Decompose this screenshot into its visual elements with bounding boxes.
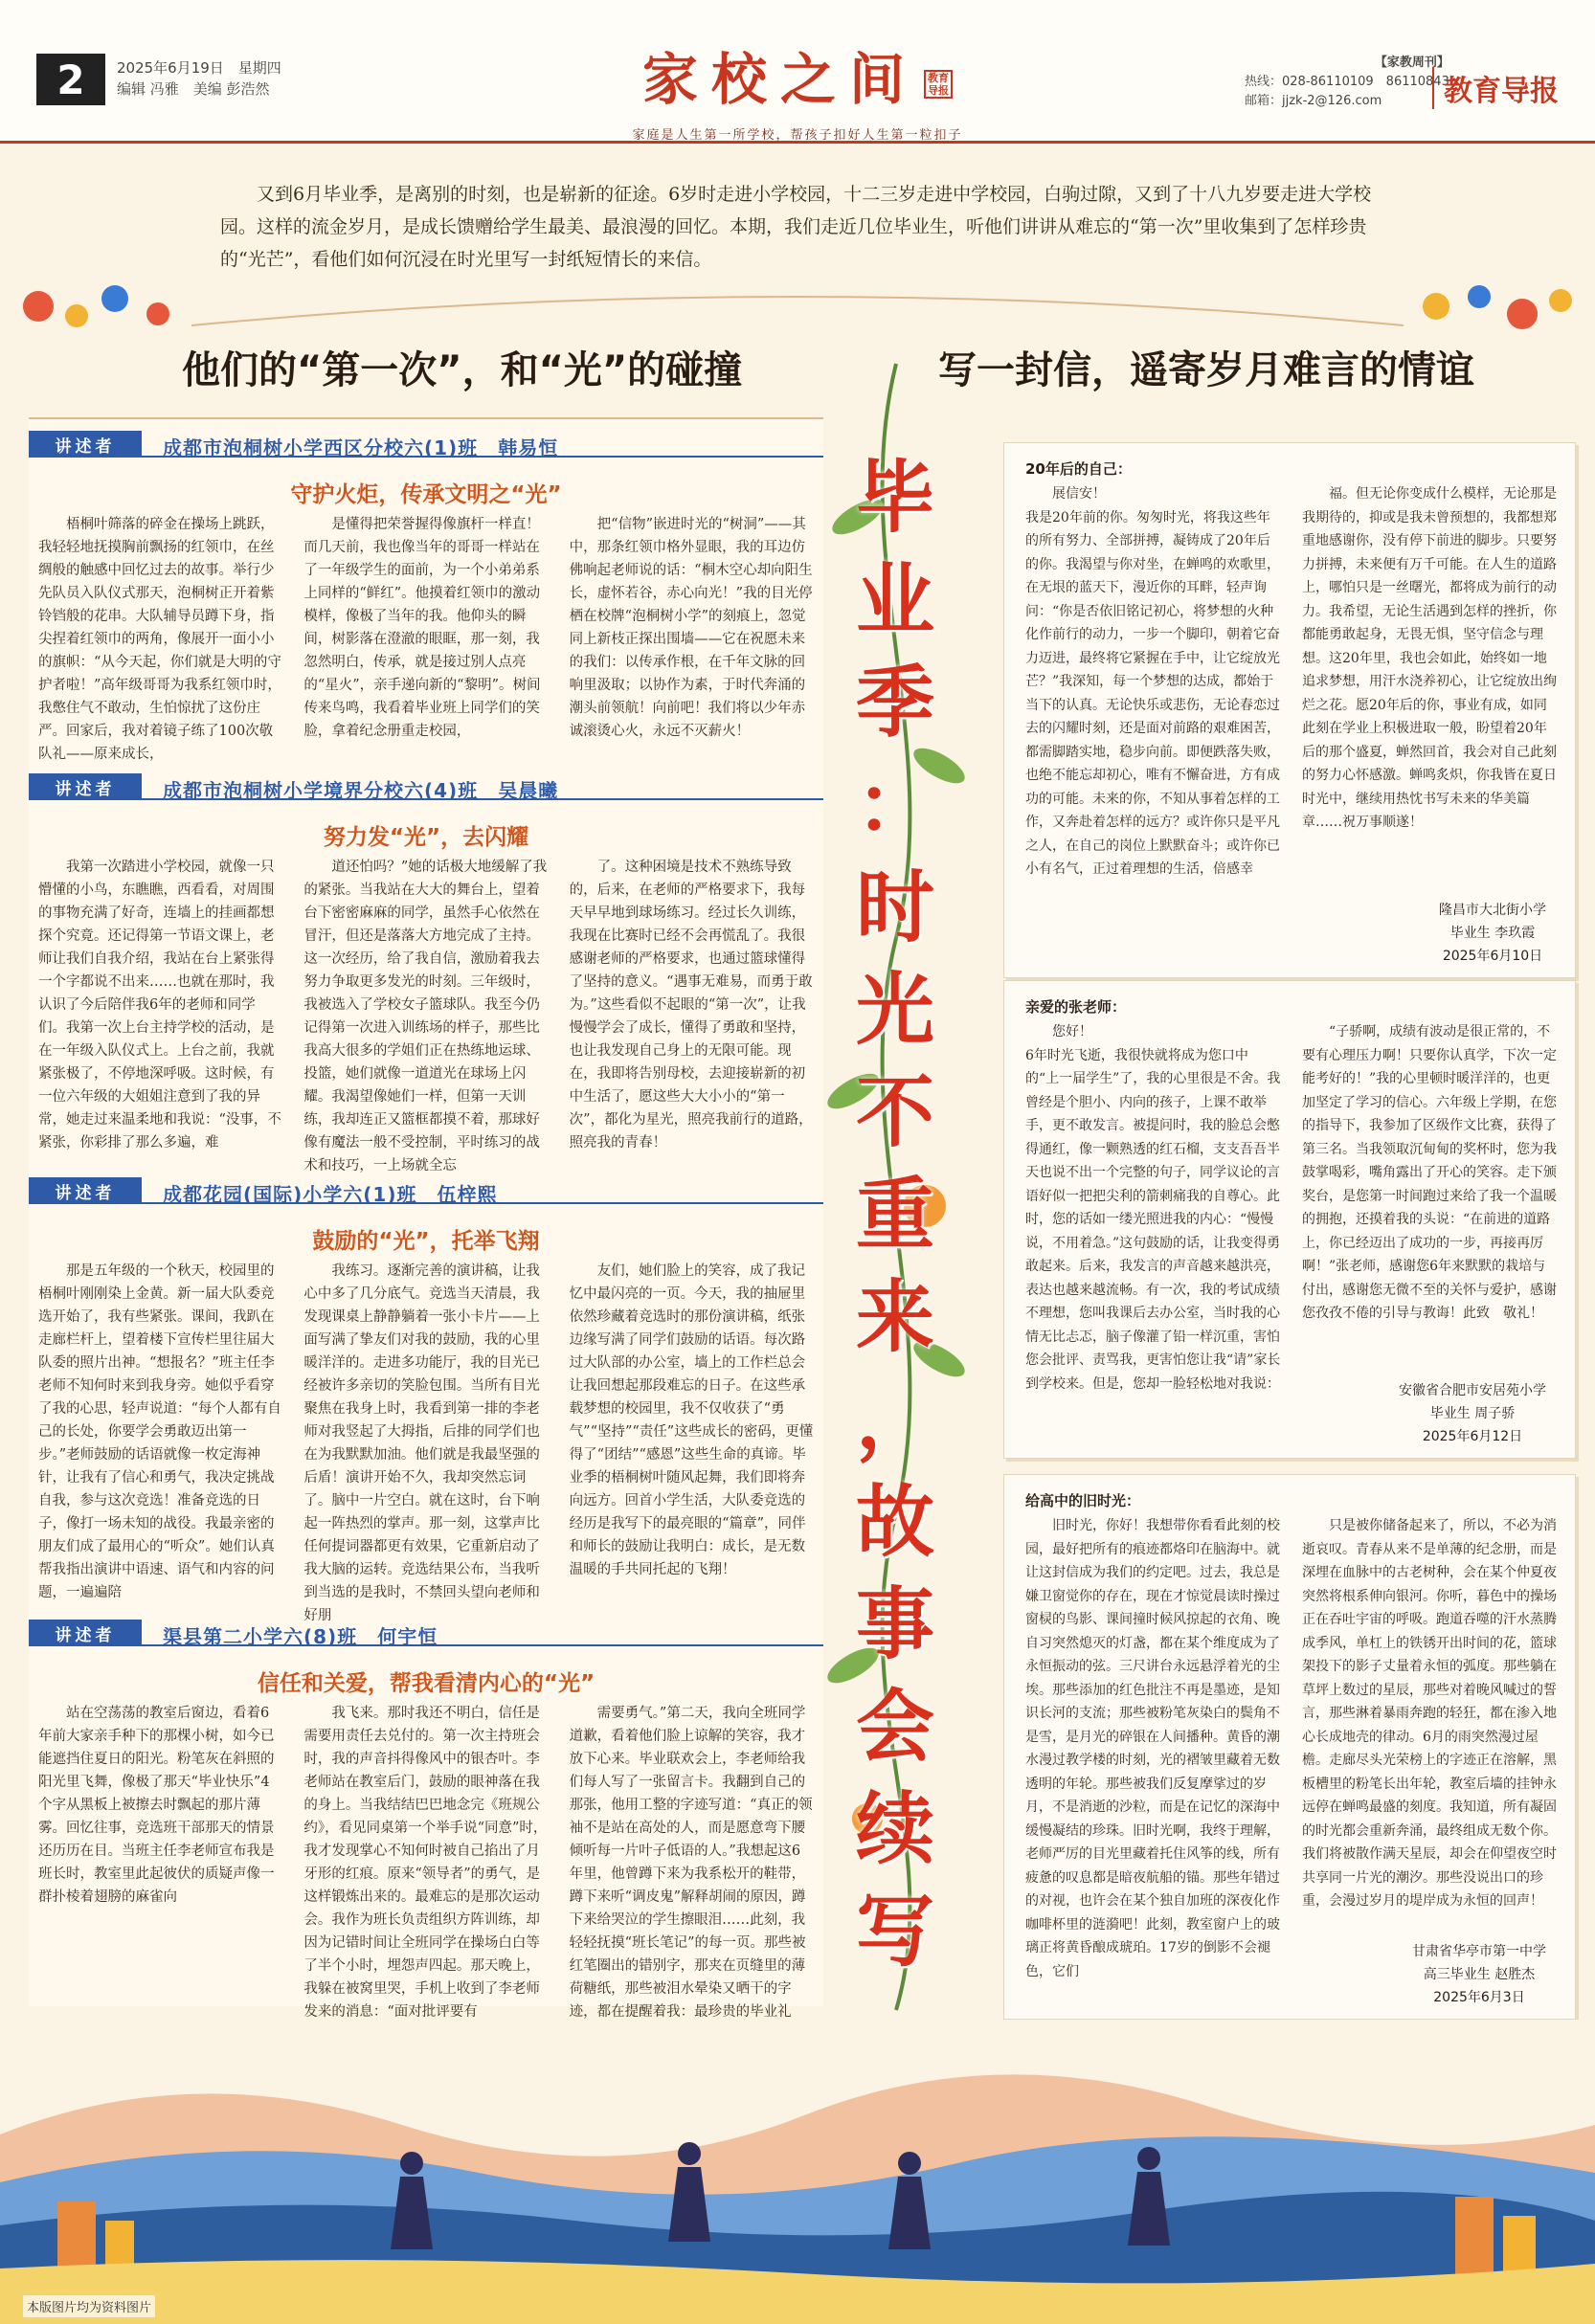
story-byline: 渠县第二小学六(8)班 何宇恒	[163, 1625, 438, 1648]
letter-text: 我是20年前的你。匆匆时光，将我这些年的所有努力、全部拼搏，凝铸成了20年后的你。我渴望与你对坐，在蝉鸣的欢歌里，在无垠的蓝天下，漫近你的耳畔，轻声询问：“你是否依旧铭记初心，将梦想的火种化作前行的动力，一步一个脚印，朝着它奋力迈进，最终将它紧握在手中，让它绽放光芒？”我深知，每一个梦想的达成，都始于当下的认真。无论快乐或悲伤，无论春恋过去的闪耀时刻，还是面对前路的艰难困苦，都需脚踏实地，稳步向前。即便跌落失败，也绝不能忘却初心，唯有不懈奋进，方有成功的可能。未来的你，不知从事着怎样的工作，又奔赴着怎样的远方？或许你只是平凡之人，在自己的岗位上默默奋斗；或许你已小有名气，正过着理想的生活，倍感幸	[1025, 509, 1280, 877]
story-body	[38, 1260, 814, 1623]
headline-char: ：	[855, 760, 934, 851]
headline-char: 续	[855, 1784, 934, 1875]
letter-recipient: 给高中的旧时光：	[1025, 1492, 1141, 1509]
intro-paragraph: 又到6月毕业季，是离别的时刻，也是崭新的征途。6岁时走进小学校园，十二三岁走进中学校园，白驹过隙，又到了十八九岁要走进大学校园。这样的流金岁月，是成长馈赠给学生最美、最浪漫的回忆。本期，我们走近几位毕业生，听他们讲讲从难忘的“第一次”里收集到了怎样珍贵的“光芒”，看他们如何沉浸在时光里写一封纸短情长的来信。	[220, 184, 1372, 270]
headline-char: 故	[855, 1477, 934, 1568]
signature-date: 2025年6月12日	[1422, 1429, 1523, 1444]
story-byline: 成都市泡桐树小学境界分校六(4)班 吴晨曦	[163, 779, 559, 802]
story-column: 需要勇气。”第二天，我向全班同学道歉，看着他们脸上谅解的笑容，我才放下心来。毕业联欢会上，李老师给我们每人写了一张留言卡。我翻到自己的那张，他用工整的字迹写道：“真正的领袖不是站在高处的人，而是愿意弯下腰倾听每一片叶子低语的人。”我想起这6年里，他曾蹲下来为我系松开的鞋带，蹲下来听“调皮鬼”解释胡闹的原因，蹲下来给哭泣的学生擦眼泪……此刻，我轻轻抚摸“班长笔记”的每一页。那些被红笔圈出的错别字，那夹在页缝里的薄荷糖纸，那些被泪水晕染又晒干的字迹，都在提醒着我：最珍贵的毕业礼	[569, 1706, 813, 2020]
seal-icon: 教育 导报	[924, 70, 953, 99]
letter-recipient: 亲爱的张老师：	[1025, 998, 1127, 1016]
story-byline: 成都花园(国际)小学六(1)班 伍梓熙	[163, 1183, 498, 1206]
vertical-headline	[842, 453, 948, 1978]
story-column: 把“信物”嵌进时光的“树洞”——其中，那条红领巾格外显眼，我的耳边仿佛响起老师说的话：“桐木空心却向阳生长，虚怀若谷，赤心向光！”我的目光停栖在校牌“泡桐树小学”的刻痕上，忽觉同上新枝正探出围墙——它在祝愿未来的我们：以传承作根，在千年文脉的回响里汲取；以协作为素，于时代奔涌的潮头前领航！向前吧！我们将以少年赤诚滚烫心火，永远不灭薪火！	[569, 517, 813, 739]
story-1	[29, 431, 823, 762]
story-column: 我飞来。那时我还不明白，信任是需要用责任去兑付的。第一次主持班会时，我的声音抖得像风中的银杏叶。李老师站在教室后门，鼓励的眼神落在我的身上。当我结结巴巴地念完《班规公约》，看见同桌第一个举手说“同意”时，我才发现掌心不知何时被自己掐出了月牙形的红痕。原来“领导者”的勇气，是这样锻炼出来的。最难忘的是那次运动会。我作为班长负责组织方阵训练，却因为记错时间让全班同学在操场白白等了半个小时，埋怨声四起。那天晚上，我躲在被窝里哭，手机上收到了李老师发来的消息：“面对批评要有	[303, 1706, 548, 2020]
letter-text: 6年时光飞逝，我很快就将成为您口中的“上一届学生”了，我的心里很是不舍。我曾经是个胆小、内向的孩子，上课不敢举手，更不敢发言。被提问时，我的脸总会憋得通红，像一颗熟透的红石榴，支支吾吾半天也说不出一个完整的句子，同学议论的言语好似一把把尖利的箭刺痛我的自尊心。此时，您的话如一缕光照进我的内心：“慢慢说，不用着急。”这句鼓励的话，让我变得勇敢起来。后来，我发言的声音越来越洪亮，表达也越来越流畅。有一次，我的考试成绩不理想，您叫我课后去办公室，当时我的心情无比忐忑，脑子像灌了铅一样沉重，害怕您会批评、责骂我，更害怕您让我“请”家长到学校来。但是，您却一脸轻松地对我说：	[1025, 1047, 1281, 1392]
flower-decoration	[0, 278, 1595, 335]
narrator-tag: 讲述者	[29, 1620, 142, 1646]
story-byline: 成都市泡桐树小学西区分校六(1)班 韩易恒	[163, 436, 559, 459]
story-column: 道还怕吗？”她的话极大地缓解了我的紧张。当我站在大大的舞台上，望着台下密密麻麻的同学，虽然手心依然在冒汗，但还是落落大方地完成了主持。这一次经历，给了我自信，激励着我去努力争取更多发光的时刻。三年级时，我被选入了学校女子篮球队。我至今仍记得第一次进入训练场的样子，那些比我高大很多的学姐们正在热练地运球、投篮，她们就像一道道光在球场上闪耀。我渴望像她们一样，但第一天训练，我却连正又篮框都摸不着，那球好像有魔法一般不受控制，平时练习的战术和技巧，一上场就全忘	[303, 860, 548, 1173]
signature-date: 2025年6月3日	[1433, 1990, 1525, 2005]
editors: 编辑 冯雅 美编 彭浩然	[117, 80, 270, 98]
letter-2	[1003, 980, 1576, 1459]
contact-info	[1245, 54, 1449, 111]
story-body	[38, 1702, 814, 2020]
story-column: 我第一次踏进小学校园，就像一只懵懂的小鸟，东瞧瞧，西看看，对周围的事物充满了好奇，连墙上的挂画都想探个究竟。还记得第一节语文课上，老师让我们自我介绍，我站在台上紧张得一个字都说不出来……也就在那时，我认识了今后陪伴我6年的老师和同学们。我第一次上台主持学校的活动，是在一年级入队仪式上。上台之前，我就紧张极了，不停地深呼吸。这时候，有一位六年级的大姐姐注意到了我的异常，她走过来温柔地和我说：“没事，不紧张，你彩排了那么多遍，难	[38, 860, 281, 1151]
story-4	[29, 1620, 823, 2020]
letter-recipient: 20年后的自己：	[1025, 460, 1132, 478]
headline-char: 来	[855, 1272, 934, 1363]
weekly-label: 【家教周刊】	[1374, 56, 1449, 70]
section-title-left: 他们的“第一次”，和“光”的碰撞	[38, 337, 766, 396]
story-title: 守护火炬，传承文明之“光”	[290, 482, 562, 507]
signature-name: 高三毕业生 赵胜杰	[1423, 1967, 1536, 1982]
letter-3	[1003, 1474, 1576, 2020]
headline-char: 光	[855, 965, 934, 1056]
signature-school: 安徽省合肥市安居苑小学	[1399, 1383, 1546, 1398]
headline-char: 不	[855, 1067, 934, 1158]
issue-date: 2025年6月19日 星期四	[117, 59, 281, 77]
graduation-illustration	[0, 2020, 1595, 2324]
hotline: 热线：028-86110109 86110843	[1245, 75, 1449, 89]
headline-char: 事	[855, 1579, 934, 1670]
image-credit: 本版图片均为资料图片	[23, 2295, 155, 2317]
signature-school: 隆昌市大北街小学	[1439, 903, 1546, 918]
brand-logo: 教育导报	[1432, 67, 1559, 109]
letter-greeting: 您好！	[1052, 1024, 1092, 1039]
narrator-tag: 讲述者	[29, 431, 142, 458]
letter-column	[1025, 482, 1281, 884]
letter-column: 只是被你储备起来了，所以，不必为消逝哀叹。青春从来不是单薄的纪念册，而是深埋在血脉中的古老树种，会在某个仲夏夜突然将根系伸向银河。你听，暮色中的操场正在吞吐宇宙的呼吸。跑道吞噬的汗水蒸腾成季风，单杠上的铁锈开出时间的花，篮球架投下的影子丈量着永恒的弧度。那些躺在草坪上数过的星辰，那些对着晚风喊过的誓言，那些淋着暴雨奔跑的轻狂，都在渗入地心长成地壳的律动。6月的雨突然漫过屋檐。走廊尽头光荣榜上的字迹正在溶解，黑板槽里的粉笔长出年轮，教室后墙的挂钟永远停在蝉鸣最盛的刻度。我知道，所有凝固的时光都会重新奔涌，最终组成无数个你。我们将被散作满天星辰，却会在仰望夜空时共享同一片光的潮汐。那些没说出口的珍重，会漫过岁月的堤岸成为永恒的回声！	[1302, 1518, 1557, 1909]
story-3	[29, 1177, 823, 1623]
story-column: 是懂得把荣誉握得像旗杆一样直！而几天前，我也像当年的哥哥一样站在了一年级学生的面前，为一个小弟弟系上同样的“鲜红”。他摸着红领巾的激动模样，像极了当年的我。他仰头的瞬间，树影落在澄澈的眼眶，那一刻，我忽然明白，传承，就是接过别人点亮的“星火”，亲手递向新的“黎明”。树间传来鸟鸣，我看着毕业班上同学们的笑脸，拿着纪念册重走校园，	[303, 517, 541, 739]
letter-signature	[1439, 899, 1546, 968]
signature-name: 毕业生 周子骄	[1429, 1406, 1516, 1421]
letter-signature	[1399, 1379, 1546, 1448]
story-body	[38, 856, 814, 1173]
section-title-right: 写一封信，遥寄岁月难言的情谊	[919, 337, 1570, 396]
masthead	[536, 34, 1059, 115]
headline-char: ，	[855, 1374, 934, 1465]
story-title: 努力发“光”，去闪耀	[323, 825, 529, 850]
letter-signature	[1412, 1940, 1546, 2009]
signature-date: 2025年6月10日	[1442, 949, 1543, 964]
headline-char: 会	[855, 1682, 934, 1773]
letter-body	[1025, 482, 1558, 884]
signature-school: 甘肃省华亭市第一中学	[1412, 1944, 1546, 1959]
email: 邮箱：jjzk-2@126.com	[1245, 94, 1382, 108]
letter-1	[1003, 442, 1576, 978]
page-number: 2	[36, 54, 105, 105]
story-column: 了。这种困境是技术不熟练导致的，后来，在老师的严格要求下，我每天早早地到球场练习。经过长久训练，我现在比赛时已经不会再慌乱了。我很感谢老师的严格要求，也通过篮球懂得了坚持的意义。“遇事无难易，而勇于敢为。”这些看似不起眼的“第一次”，让我慢慢学会了成长，懂得了勇敢和坚持，也让我发现自己身上的无限可能。现在，我即将告别母校，去迎接崭新的初中生活了，愿这些大大小小的“第一次”，都化为星光，照亮我前行的道路，照亮我的青春！	[569, 860, 813, 1151]
story-column: 站在空荡荡的教室后窗边，看着6年前大家亲手种下的那棵小树，如今已能遮挡住夏日的阳光。粉笔灰在斜照的阳光里飞舞，像极了那天“毕业快乐”4个字从黑板上被擦去时飘起的那片薄雾。回忆往事，竞选班干部那天的情景还历历在目。当班主任李老师宣布我是班长时，教室里此起彼伏的质疑声像一群扑棱着翅膀的麻雀向	[38, 1706, 275, 1905]
signature-name: 毕业生 李玖霞	[1449, 926, 1536, 941]
story-column: 友们，她们脸上的笑容，成了我记忆中最闪亮的一页。今天，我的抽屉里依然珍藏着竞选时的那份演讲稿，纸张边缘写满了同学们鼓励的话语。每次路过大队部的办公室，墙上的工作栏总会让我回想起那段难忘的日子。在这些承载梦想的校园里，我不仅收获了“勇气”“坚持”“责任”这些成长的密码，更懂得了“团结”“感恩”这些生命的真谛。毕业季的梧桐树叶随风起舞，我们即将奔向远方。回首小学生活，大队委竞选的经历是我写下的最亮眼的“篇章”，同伴和师长的鼓励让我明白：成长，是无数温暖的手共同托起的飞翔！	[569, 1263, 814, 1577]
headline-char: 重	[855, 1170, 934, 1261]
story-title: 信任和关爱，帮我看清内心的“光”	[257, 1671, 595, 1696]
story-body	[38, 513, 814, 762]
story-column: 我练习。逐渐完善的演讲稿，让我心中多了几分底气。竞选当天清晨，我发现课桌上静静躺着一张小卡片——上面写满了挚友们对我的鼓励，我的心里暖洋洋的。走进多功能厅，我的目光已经被许多亲切的笑脸包围。当所有目光聚焦在我身上时，我看到第一排的李老师对我竖起了大拇指，后排的同学们也在为我默默加油。他们就是我最坚强的后盾！演讲开始不久，我却突然忘词了。脑中一片空白。就在这时，台下响起一阵热烈的掌声。那一刻，这掌声比任何提词器都更有效果，它重新启动了我大脑的运转。竞选结果公布，当我听到当选的是我时，不禁回头望向老师和好朋	[303, 1263, 540, 1623]
story-title: 鼓励的“光”，托举飞翔	[312, 1229, 540, 1254]
issue-info	[117, 57, 281, 100]
letter-column: 旧时光，你好！我想带你看看此刻的校园，最好把所有的痕迹都烙印在脑海中。就让这封信成为我们的约定吧。过去，我总是嫌卫窗觉你的存在，现在才惊觉晨读时操过窗棂的鸟影、课间撞时候风掠起的衣角、晚自习突然熄灭的灯盏，都在某个维度成为了永恒振动的弦。三尺讲台永远悬浮着光的尘埃。那些添加的红色批注不再是墨迹，是知识长河的支流；那些被粉笔灰染白的鬓角不是雪，是月光的碎银在人间播种。黄昏的潮水漫过教学楼的时刻，光的褶皱里藏着无数透明的年轮。那些被我们反复摩挲过的岁月，不是消逝的沙粒，而是在记忆的深海中缓慢凝结的珍珠。旧时光啊，我终于理解，老师严厉的目光里藏着托住风筝的线，所有疲惫的叹息都是暗夜航船的锚。那些年错过的对视，也许会在某个独自加班的深夜化作咖啡杯里的涟漪吧！此刻，教室窗户上的玻璃正将黄昏酿成琥珀。17岁的倒影不会褪色，它们	[1025, 1518, 1280, 1979]
letter-greeting: 展信安！	[1052, 486, 1106, 502]
narrator-tag: 讲述者	[29, 1177, 142, 1204]
page-header	[0, 0, 1595, 144]
story-2	[29, 773, 823, 1173]
headline-char: 毕	[855, 453, 934, 544]
headline-char: 业	[855, 555, 934, 646]
narrator-tag: 讲述者	[29, 773, 142, 800]
headline-char: 写	[855, 1887, 934, 1978]
slogan: 家庭是人生第一所学校，帮孩子扣好人生第一粒扣子	[632, 128, 963, 143]
headline-char: 时	[855, 862, 934, 953]
story-column: 那是五年级的一个秋天，校园里的梧桐叶刚刚染上金黄。新一届大队委竞选开始了，我有些紧张。课间，我趴在走廊栏杆上，望着楼下宣传栏里往届大队委的照片出神。“想报名？”班主任李老师不知何时来到我身旁。她似乎看穿了我的心思，轻声说道：“每个人都有自己的长处，你要学会勇敢迈出第一步。”老师鼓励的话语就像一枚定海神针，让我有了信心和勇气，我决定挑战自我，参与这次竞选！准备竞选的日子，像打一场未知的战役。我最亲密的朋友们成了最用心的“听众”。她们认真帮我指出演讲中语速、语气和内容的问题，一遍遍陪	[38, 1263, 281, 1600]
letter-column	[1025, 1020, 1281, 1392]
letter-column: “子骄啊，成绩有波动是很正常的，不要有心理压力啊！只要你认真学，下次一定能考好的！”我的心里顿时暖洋洋的，也更加坚定了学习的信心。六年级上学期，在您的指导下，我参加了区级作文比赛，获得了第三名。当我领取沉甸甸的奖杯时，您为我鼓掌喝彩，嘴角露出了开心的笑容。走下颁奖台，是您第一时间跑过来给了我一个温暖的拥抱，还摸着我的头说：“在前进的道路上，你已经迈出了成功的一步，再接再厉啊！”张老师，感谢您6年来默默的栽培与付出，感谢您无微不至的关怀与爱护，感谢您孜孜不倦的引导与教诲！此致 敬礼！	[1302, 1024, 1557, 1321]
story-column: 梧桐叶筛落的碎金在操场上跳跃，我轻轻地抚摸胸前飘扬的红领巾，在丝绸般的触感中回忆过去的故事。举行少先队员入队仪式那天，泡桐树正开着紫铃铛般的花串。大队辅导员蹲下身，指尖捏着红领巾的两角，像展开一面小小的旗帜：“从今天起，你们就是大明的守护者啦！”高年级哥哥为我系红领巾时，我憋住气不敢动，生怕惊扰了这份庄严。回家后，我对着镜子练了100次敬队礼——原来成长，	[38, 517, 281, 762]
letter-column: 福。但无论你变成什么模样，无论那是我期待的，抑或是我未曾预想的，我都想郑重地感谢你，没有停下前进的脚步。只要努力拼搏，未来便有万千可能。在人生的道路上，哪怕只是一丝曙光，都将成为前行的动力。我希望，无论生活遇到怎样的挫折，你都能勇敢起身，无畏无惧，坚守信念与理想。这20年里，我也会如此，始终如一地追求梦想，用汗水浇养初心，让它绽放出绚烂之花。愿20年后的你，事业有成，如同此刻在学业上积极进取一般，盼望着20年后的那个盛夏，蝉然回首，我会对自己此刻的努力心怀感激。蝉鸣炙炽，你我皆在夏日时光中，继续用热忱书写未来的华美篇章……祝万事顺遂！	[1302, 486, 1557, 830]
masthead-title: 家校之间	[641, 47, 918, 112]
headline-char: 季	[855, 658, 934, 749]
